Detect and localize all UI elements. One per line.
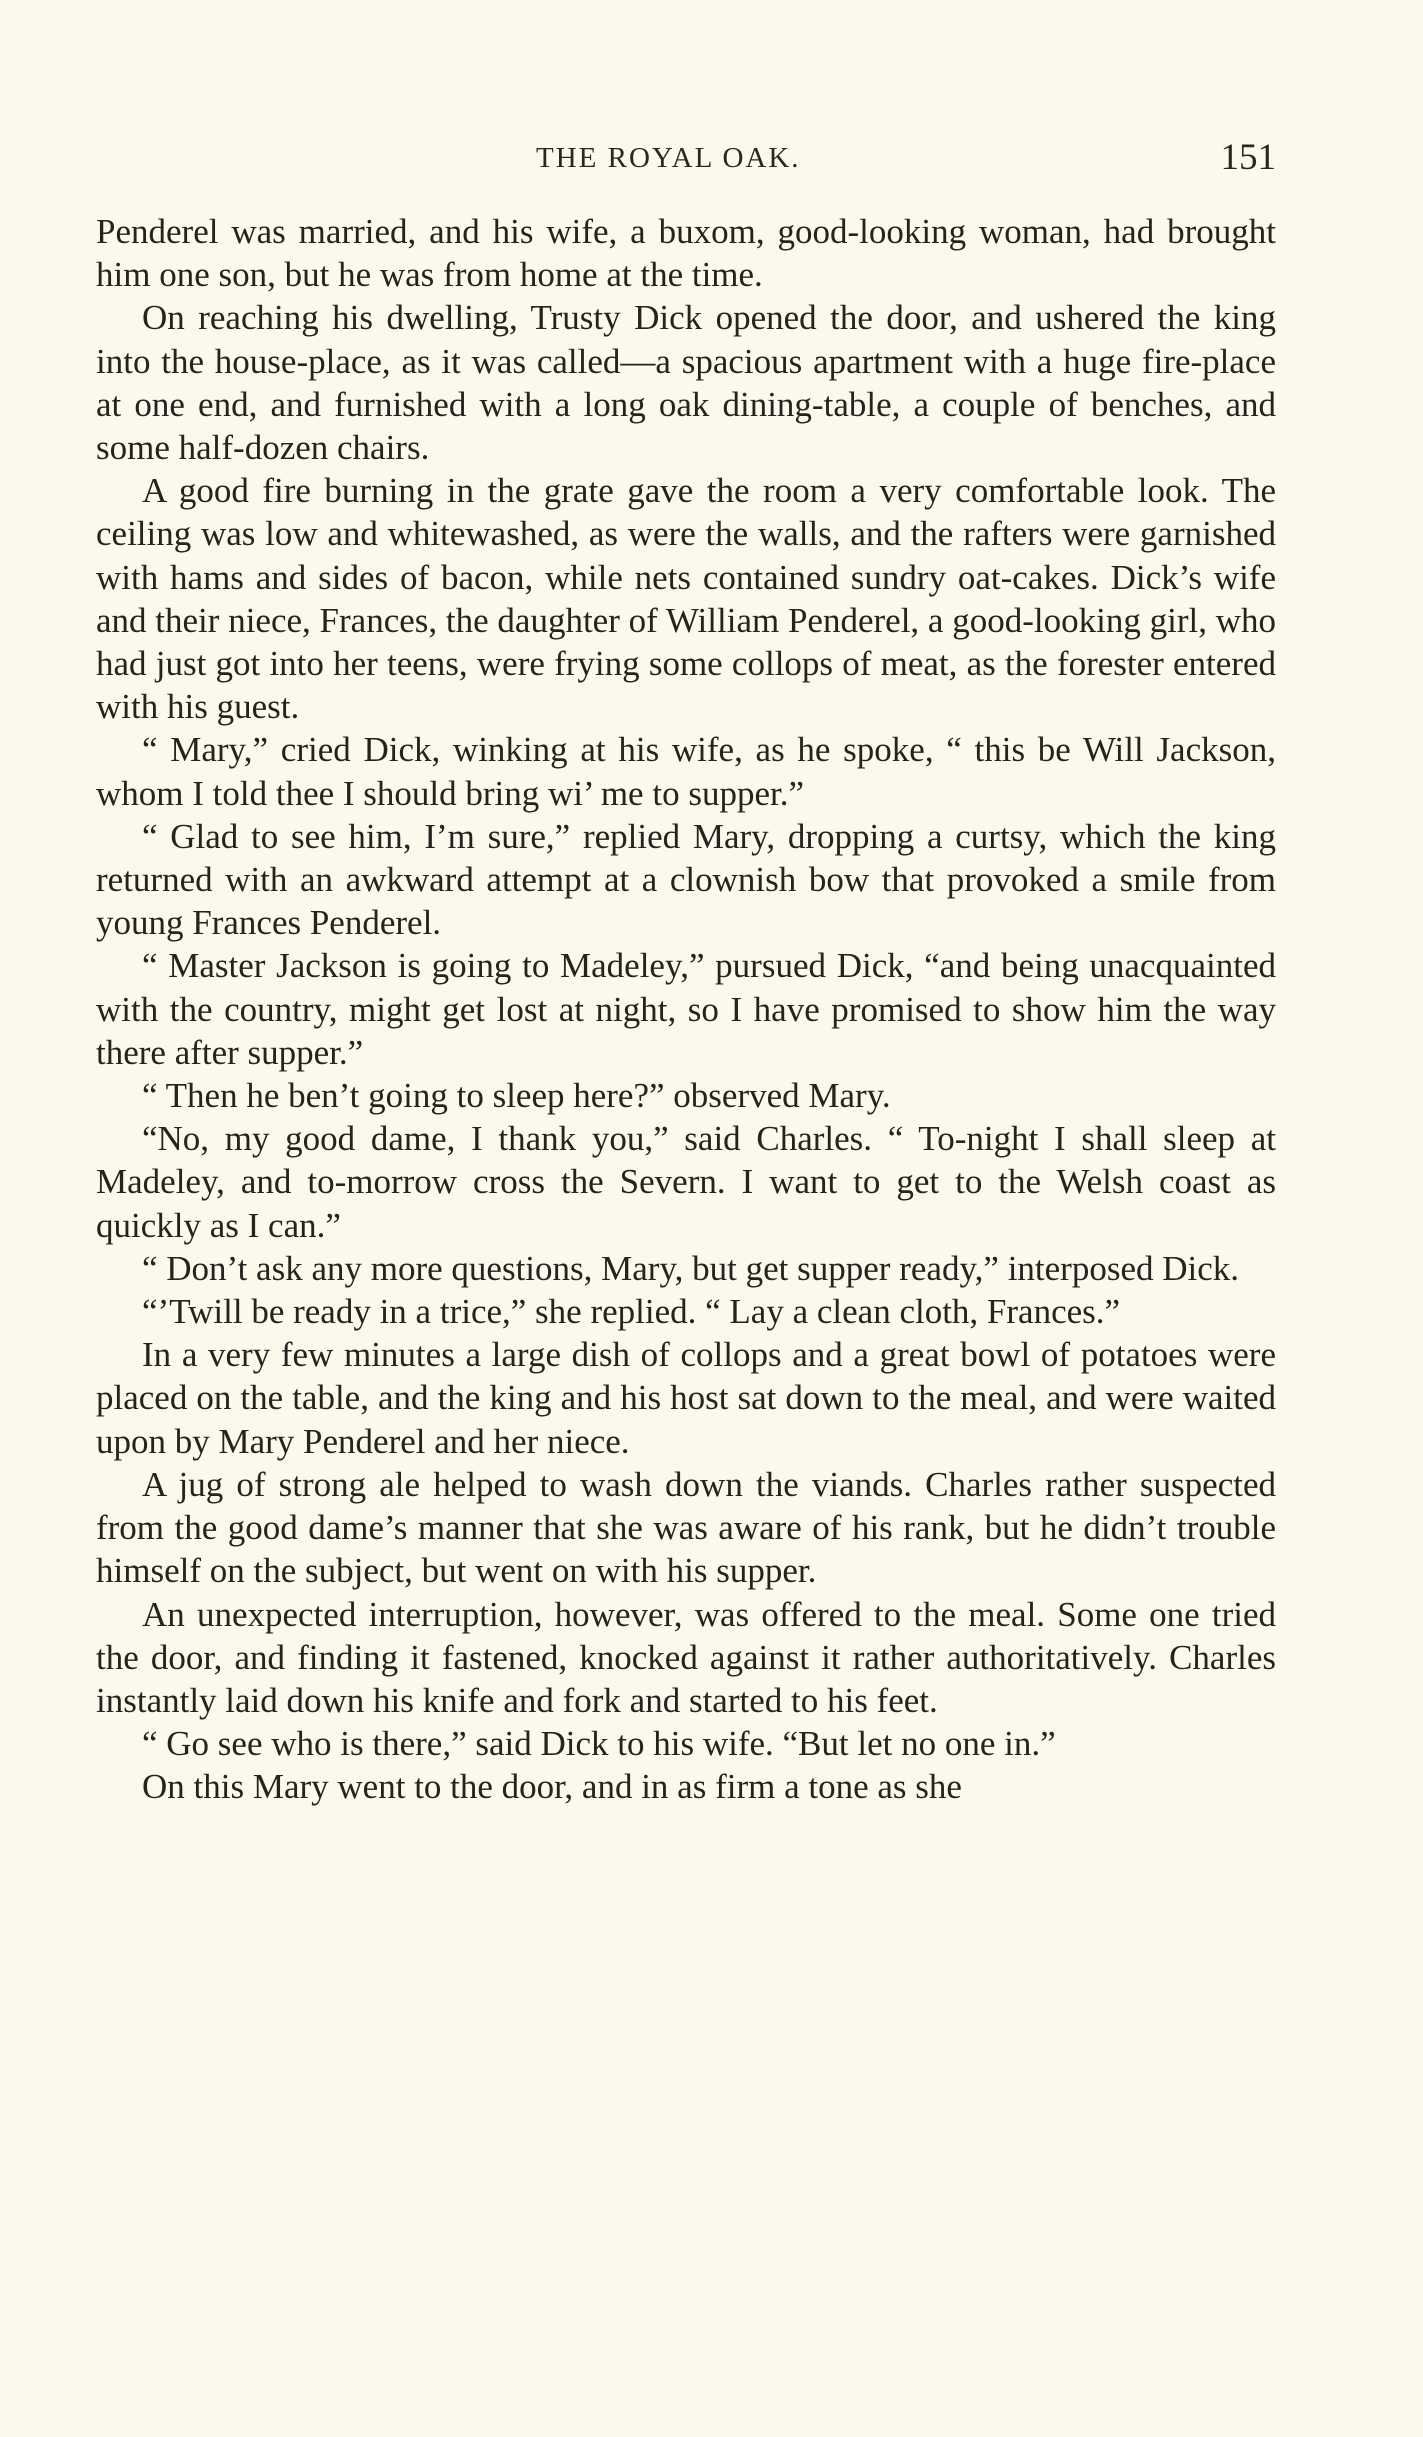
paragraph: Penderel was married, and his wife, a buxom, good-looking woman, had brought him one son, but he was from home at the time. xyxy=(96,212,1276,295)
paragraph: In a very few minutes a large dish of collops and a great bowl of potatoes were placed on the table, and the king and his host sat down to the meal, and were waited upon by Mary Penderel and her niece. xyxy=(96,1335,1276,1461)
page-number: 151 xyxy=(1220,137,1276,178)
paragraph: “ Don’t ask any more questions, Mary, but get supper ready,” interposed Dick. xyxy=(142,1248,1240,1288)
paragraph: “No, my good dame, I thank you,” said Charles. “ To-night I shall sleep at Madeley, and to-morrow cross the Severn. I want to get to the Welsh coast as quickly as I can.” xyxy=(96,1119,1276,1245)
body-text xyxy=(96,210,1276,1809)
paragraph: On this Mary went to the door, and in as firm a tone as she xyxy=(142,1767,962,1807)
paragraph: On reaching his dwelling, Trusty Dick opened the door, and ushered the king into the house-place, as it was called—a spacious apartment with a huge fire-place at one end, and furnished with a long oak dining-table, a couple of benches, and some half-dozen chairs. xyxy=(96,298,1276,468)
page-header xyxy=(96,136,1276,180)
paragraph: A good fire burning in the grate gave the room a very comfortable look. The ceiling was low and whitewashed, as were the walls, and the rafters were garnished with hams and sides of bacon, while nets contained sundry oat-cakes. Dick’s wife and their niece, Frances, the daughter of William Penderel, a good-looking girl, who had just got into her teens, were frying some collops of meat, as the forester entered with his guest. xyxy=(96,471,1276,727)
running-head: THE ROYAL OAK. xyxy=(536,142,801,174)
paragraph: A jug of strong ale helped to wash down the viands. Charles rather suspected from the good dame’s manner that she was aware of his rank, but he didn’t trouble himself on the subject, but went on with his supper. xyxy=(96,1464,1276,1591)
paragraph: “ Go see who is there,” said Dick to his wife. “But let no one in.” xyxy=(142,1724,1056,1764)
paragraph: An unexpected interruption, however, was offered to the meal. Some one tried the door, and finding it fastened, knocked against it rather authoritatively. Charles instantly laid down his knife and fork and started to his feet. xyxy=(96,1594,1276,1720)
paragraph: “ Glad to see him, I’m sure,” replied Mary, dropping a curtsy, which the king returned with an awkward attempt at a clownish bow that provoked a smile from young Frances Penderel. xyxy=(96,816,1276,943)
paragraph: “ Master Jackson is going to Madeley,” pursued Dick, “and being unacquainted with the country, might get lost at night, so I have promised to show him the way there after supper.” xyxy=(96,946,1276,1072)
paragraph: “ Mary,” cried Dick, winking at his wife, as he spoke, “ this be Will Jackson, whom I told thee I should bring wi’ me to supper.” xyxy=(96,730,1276,813)
paragraph: “ Then he ben’t going to sleep here?” observed Mary. xyxy=(142,1076,891,1116)
paragraph: “’Twill be ready in a trice,” she replied. “ Lay a clean cloth, Frances.” xyxy=(142,1292,1121,1332)
